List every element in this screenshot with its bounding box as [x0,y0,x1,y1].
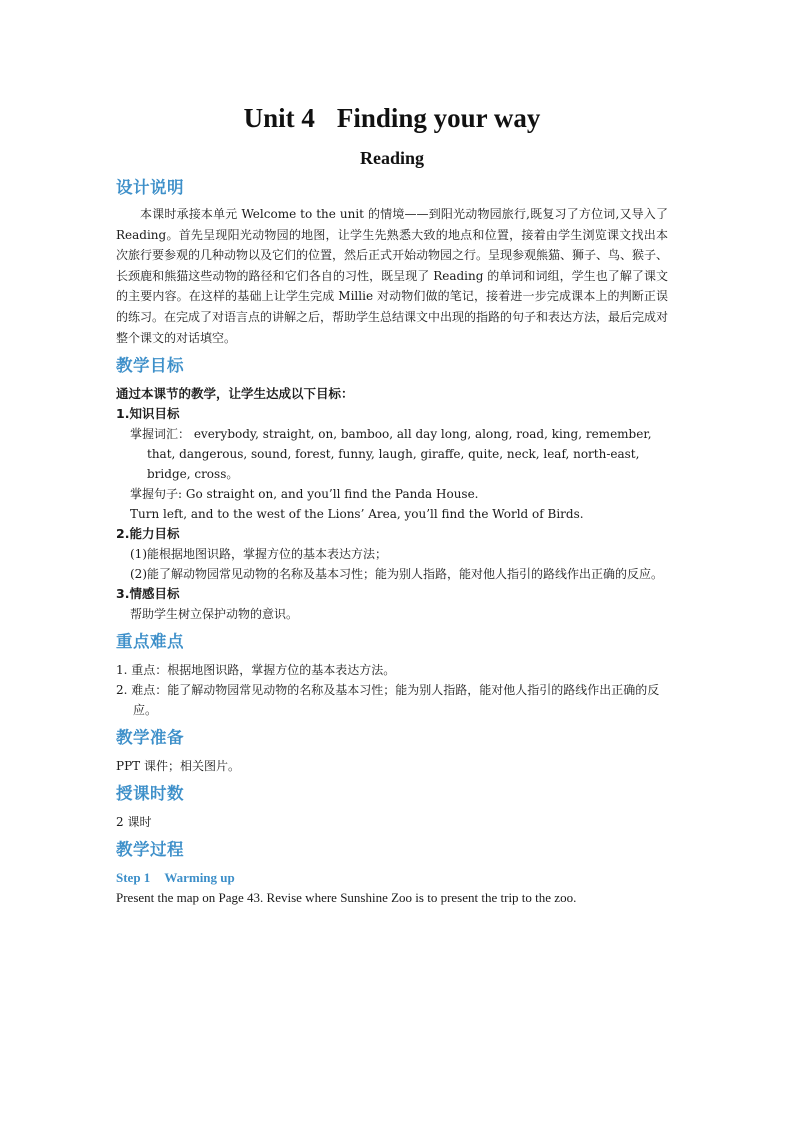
step-label: Step 1 [116,870,151,886]
section-heading-process: 教学过程 [116,840,184,860]
section-heading-hours: 授课时数 [116,784,184,804]
ability-item-1: (1)能根据地图识路，掌握方位的基本表达方法； [130,547,387,562]
page-subtitle: Reading [359,148,424,168]
design-paragraph: 本课时承接本单元 Welcome to the unit 的情境——到阳光动物园旅行,既复习了方位词,又导入了 Reading。首先呈现阳光动物园的地图，让学生先熟悉大致的地点和位置，接着由学生浏览课文找出本次旅行要参观的几种动物以及它们的位置，然后正式开始动物园之行。呈现参观熊猫、狮子、鸟、猴子、长颈鹿和熊猫这些动物的路径和它们各自的习性，既呈现了 Reading 的单词和词组，学生也了解了课文的主要内容。在这样的基础上让学生完成 Millie 对动物们做的笔记，接着进一步完成课本上的判断正误的练习。在完成了对语言点的讲解之后，帮助学生总结课文中出现的指路的句子和表达方法，最后完成对整个课文的对话填空。 [116,207,669,345]
section-heading-key-points: 重点难点 [116,632,184,652]
section-heading-preparation: 教学准备 [116,728,184,748]
emotion-item-1: 帮助学生树立保护动物的意识。 [130,607,299,622]
document-page [116,98,668,908]
sentence-line-1: 掌握句子: Go straight on, and you’ll find the Panda House. [130,487,479,502]
ability-title: 2.能力目标 [116,526,180,542]
key-point-2: 2. 难点：能了解动物园常见动物的名称及基本习性；能为别人指路，能对他人指引的路线作出正确的反应。 [116,683,660,718]
knowledge-title: 1.知识目标 [116,406,180,422]
vocab-line: 掌握词汇： everybody, straight, on, bamboo, all day long, along, road, king, remember, that, dangerous, sound, forest, funny, laugh, giraffe, quite, neck, leaf, north-east, bridge, cross。 [130,427,652,482]
page-title [116,98,668,138]
step-text: Present the map on Page 43. Revise where Sunshine Zoo is to present the trip to the zoo. [116,890,577,906]
title-unit: Unit 4 [243,103,315,133]
sentence-line-2: Turn left, and to the west of the Lions’ Area, you’ll find the World of Birds. [130,507,584,522]
section-heading-objectives: 教学目标 [116,356,184,376]
step-title: Warming up [164,870,235,886]
emotion-title: 3.情感目标 [116,586,180,602]
title-text: Finding your way [336,103,541,133]
key-point-1: 1. 重点：根据地图识路，掌握方位的基本表达方法。 [116,663,396,678]
step-heading [116,868,668,888]
objectives-intro: 通过本课节的教学，让学生达成以下目标： [116,386,354,402]
ability-item-2: (2)能了解动物园常见动物的名称及基本习性；能为别人指路，能对他人指引的路线作出正确的反应。 [130,567,664,582]
section-heading-design: 设计说明 [116,178,184,197]
preparation-text: PPT 课件；相关图片。 [116,759,240,774]
hours-text: 2 课时 [116,815,152,830]
